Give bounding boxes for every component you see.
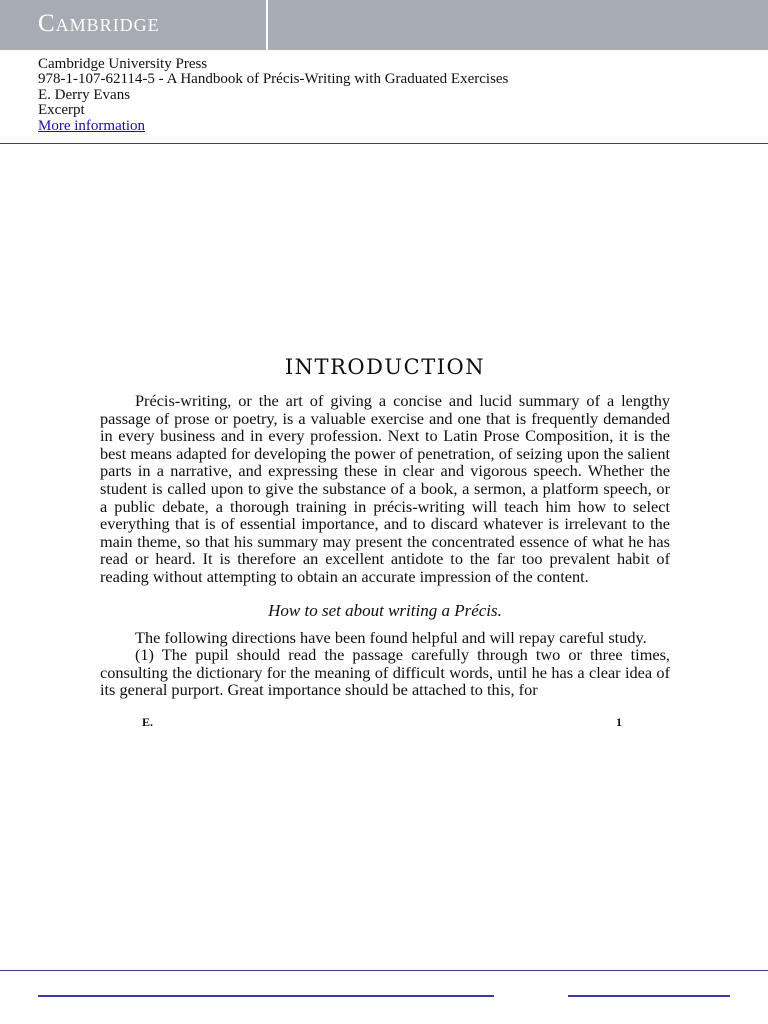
header-rule [0, 143, 768, 144]
header-divider [266, 0, 268, 50]
cambridge-logo[interactable]: Cambridge [38, 10, 160, 37]
footer-link-left[interactable] [38, 995, 494, 997]
isbn-title-text: 978-1-107-62114-5 - A Handbook of Précis-Writing with Graduated Exercises [38, 71, 509, 88]
more-information-link[interactable]: More information [38, 117, 146, 134]
header-bar [0, 0, 768, 50]
page-number: 1 [616, 714, 622, 729]
signature-mark: E. [142, 714, 154, 729]
publisher-text: Cambridge University Press [38, 56, 208, 72]
book-metadata [38, 57, 508, 134]
page-footer [100, 715, 670, 733]
step-one-paragraph: (1) The pupil should read the passage carefully through two or three times, consulting the dictionary for the meaning of difficult words, until he has a clear idea of its general purport. Great importance should be attached to this, for [100, 645, 670, 700]
scanned-page [100, 355, 670, 733]
author-text: E. Derry Evans [38, 86, 131, 103]
footer-link-right[interactable] [568, 995, 730, 997]
intro-paragraph: Précis-writing, or the art of giving a concise and lucid summary of a lengthy passage of prose or poetry, is a valuable exercise and one that is frequently demanded in every business and in every profession. Next to Latin Prose Composition, it is the best means adapted for developing the power of penetration, of seizing upon the salient parts in a narrative, and expressing these in clear and vigorous speech. Whether the student is called upon to give the substance of a book, a sermon, a platform speech, or a public debate, a thorough training in précis-writing will teach him how to select everything that is of essential importance, and to discard whatever is irrelevant to the main theme, so that his summary may present the concentrated essence of what he has read or heard. It is therefore an excellent antidote to the far too prevalent habit of reading without attempting to obtain an accurate impression of the content. [100, 391, 670, 586]
directions-paragraph: The following directions have been found helpful and will repay careful study. [135, 627, 647, 647]
excerpt-label: Excerpt [38, 102, 85, 119]
page-heading: INTRODUCTION [284, 355, 486, 379]
section-subheading: How to set about writing a Précis. [268, 600, 502, 620]
footer-rule [0, 970, 768, 971]
